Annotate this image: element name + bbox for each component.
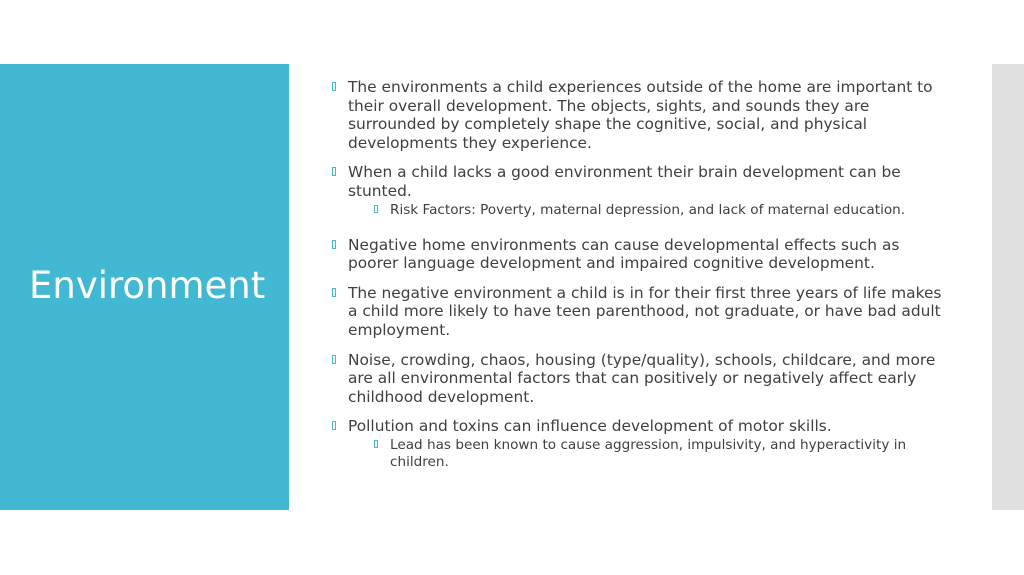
bullet-item — [332, 284, 942, 340]
slide-title: Environment — [29, 264, 266, 307]
bullet-item — [332, 417, 942, 436]
bullet-marker-icon — [374, 440, 378, 448]
bullet-text: The environments a child experiences outside of the home are important to their overall development. The objects, sights, and sounds they are surrounded by completely shape the cognitive, social, and physical developments they experience. — [348, 78, 933, 152]
bullet-marker-icon — [374, 205, 378, 213]
sub-bullet-text: Lead has been known to cause aggression, impulsivity, and hyperactivity in children. — [390, 436, 907, 470]
bullet-marker-icon — [332, 167, 336, 176]
bullet-marker-icon — [332, 82, 336, 91]
bullet-text: The negative environment a child is in for their first three years of life makes a child more likely to have teen parenthood, not graduate, or have bad adult employment. — [348, 283, 942, 339]
bullet-item — [332, 236, 942, 273]
sub-bullet-item — [374, 437, 942, 471]
bullet-item — [332, 78, 942, 152]
bullet-text: When a child lacks a good environment their brain development can be stunted. — [348, 163, 901, 200]
bullet-marker-icon — [332, 355, 336, 364]
bullet-text: Pollution and toxins can influence development of motor skills. — [348, 417, 832, 436]
side-accent-bar — [992, 64, 1024, 510]
bullet-item — [332, 163, 942, 200]
bullet-marker-icon — [332, 421, 336, 430]
sub-bullet-item — [374, 202, 942, 219]
bullet-text: Negative home environments can cause developmental effects such as poorer language development and impaired cognitive development. — [348, 235, 900, 273]
bullet-text: Noise, crowding, chaos, housing (type/quality), schools, childcare, and more are all environmental factors that can positively or negatively affect early childhood development. — [348, 350, 936, 406]
bullet-item — [332, 351, 942, 407]
bullet-list — [332, 78, 942, 471]
bullet-marker-icon — [332, 288, 336, 297]
bullet-marker-icon — [332, 240, 336, 249]
sub-bullet-text: Risk Factors: Poverty, maternal depression, and lack of maternal education. — [390, 201, 906, 218]
